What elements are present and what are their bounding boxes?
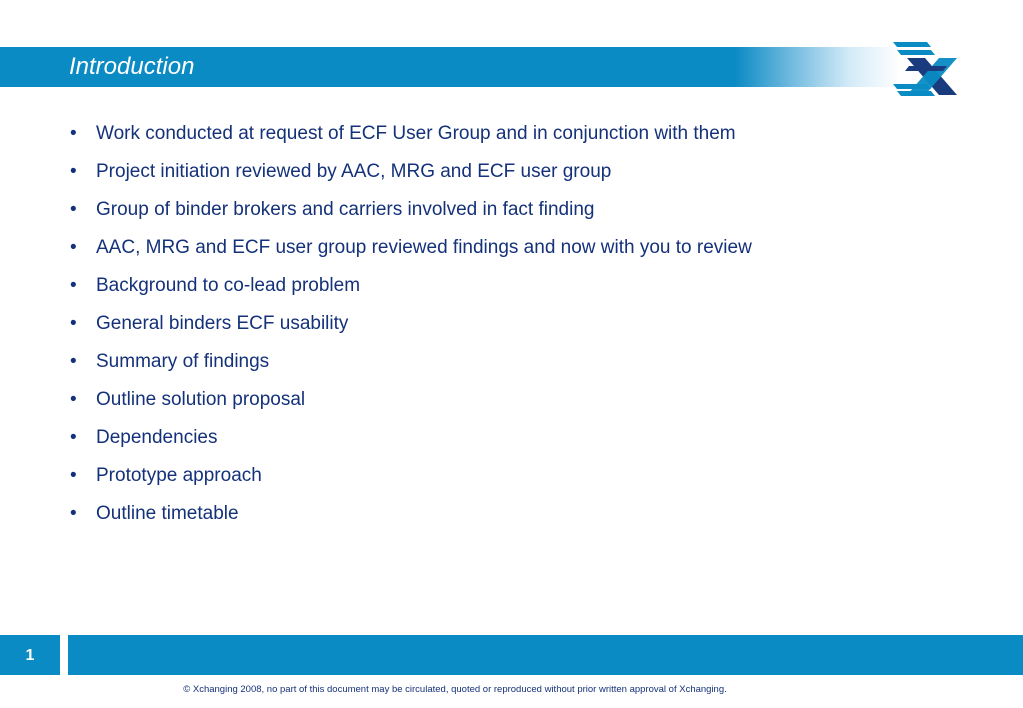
bullet-text: Group of binder brokers and carriers involved in fact finding bbox=[96, 199, 595, 220]
bullet-text: Work conducted at request of ECF User Group and in conjunction with them bbox=[96, 123, 736, 144]
bullet-text: Outline solution proposal bbox=[96, 389, 306, 410]
bullet-text: Project initiation reviewed by AAC, MRG and ECF user group bbox=[96, 161, 612, 182]
bullet-text: Background to co-lead problem bbox=[96, 275, 361, 296]
bullet-icon: • bbox=[70, 237, 77, 258]
bullet-icon: • bbox=[70, 275, 77, 296]
bullet-text: Outline timetable bbox=[96, 503, 239, 524]
bullet-text: Summary of findings bbox=[96, 351, 270, 372]
bullet-text: Prototype approach bbox=[96, 465, 262, 486]
page-title: Introduction bbox=[69, 53, 195, 80]
copyright-notice: © Xchanging 2008, no part of this document may be circulated, quoted or reproduced without prior written approval of Xchanging. bbox=[183, 684, 727, 695]
bullet-text: Dependencies bbox=[96, 427, 218, 448]
bullet-icon: • bbox=[70, 503, 77, 524]
bullet-icon: • bbox=[70, 427, 77, 448]
bullet-text: AAC, MRG and ECF user group reviewed findings and now with you to review bbox=[96, 237, 752, 258]
bullet-icon: • bbox=[70, 199, 77, 220]
footer-bar bbox=[68, 635, 1023, 675]
bullet-icon: • bbox=[70, 161, 77, 182]
xchanging-logo-icon bbox=[891, 40, 959, 98]
bullet-icon: • bbox=[70, 123, 77, 144]
bullet-icon: • bbox=[70, 313, 77, 334]
bullet-icon: • bbox=[70, 389, 77, 410]
bullet-icon: • bbox=[70, 351, 77, 372]
bullet-icon: • bbox=[70, 465, 77, 486]
page-number: 1 bbox=[0, 635, 60, 675]
bullet-text: General binders ECF usability bbox=[96, 313, 349, 334]
